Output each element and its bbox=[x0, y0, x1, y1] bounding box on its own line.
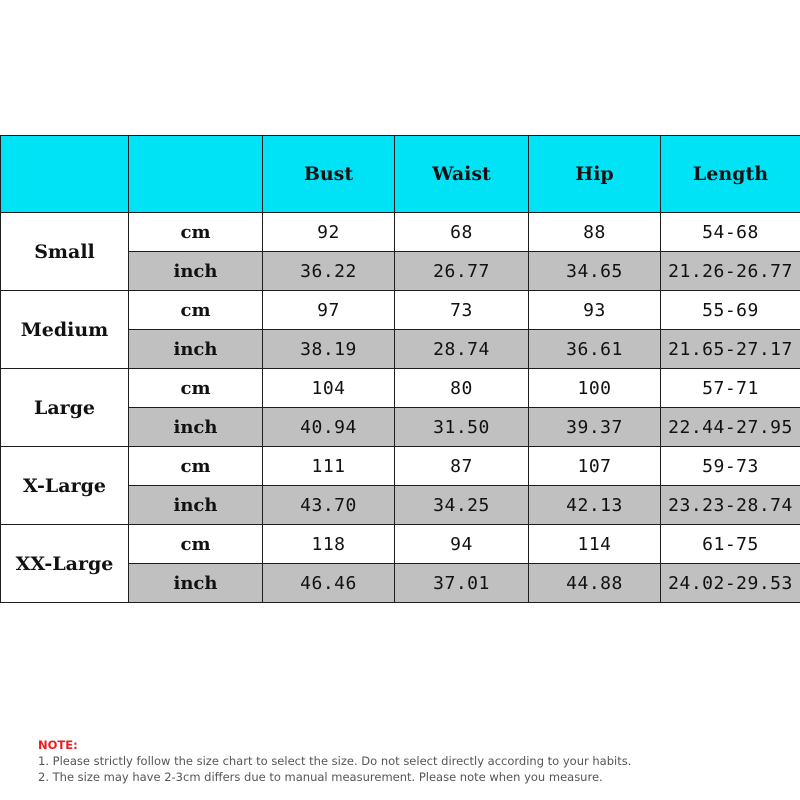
bust-inch: 43.70 bbox=[263, 486, 395, 525]
unit-cm: cm bbox=[129, 525, 263, 564]
note-line-2: 2. The size may have 2-3cm differs due to manual measurement. Please note when you measure. bbox=[38, 770, 603, 784]
header-length: Length bbox=[661, 136, 800, 213]
hip-inch: 44.88 bbox=[529, 564, 661, 603]
length-inch: 24.02-29.53 bbox=[661, 564, 800, 603]
length-cm: 57-71 bbox=[661, 369, 800, 408]
unit-cm: cm bbox=[129, 369, 263, 408]
waist-cm: 80 bbox=[395, 369, 529, 408]
waist-cm: 73 bbox=[395, 291, 529, 330]
table-row bbox=[1, 525, 800, 564]
table-row bbox=[1, 369, 800, 408]
unit-inch: inch bbox=[129, 252, 263, 291]
length-cm: 59-73 bbox=[661, 447, 800, 486]
hip-cm: 114 bbox=[529, 525, 661, 564]
unit-inch: inch bbox=[129, 408, 263, 447]
size-name-x-large: X-Large bbox=[1, 447, 129, 525]
length-cm: 55-69 bbox=[661, 291, 800, 330]
bust-inch: 36.22 bbox=[263, 252, 395, 291]
length-inch: 23.23-28.74 bbox=[661, 486, 800, 525]
size-chart-table bbox=[0, 135, 800, 603]
notes-section bbox=[38, 737, 631, 785]
size-name-small: Small bbox=[1, 213, 129, 291]
length-inch: 22.44-27.95 bbox=[661, 408, 800, 447]
bust-inch: 46.46 bbox=[263, 564, 395, 603]
note-title: NOTE: bbox=[38, 738, 78, 752]
hip-cm: 93 bbox=[529, 291, 661, 330]
header-bust: Bust bbox=[263, 136, 395, 213]
length-inch: 21.65-27.17 bbox=[661, 330, 800, 369]
bust-cm: 118 bbox=[263, 525, 395, 564]
hip-cm: 88 bbox=[529, 213, 661, 252]
waist-cm: 68 bbox=[395, 213, 529, 252]
waist-inch: 31.50 bbox=[395, 408, 529, 447]
size-name-xx-large: XX-Large bbox=[1, 525, 129, 603]
waist-cm: 94 bbox=[395, 525, 529, 564]
unit-cm: cm bbox=[129, 291, 263, 330]
hip-inch: 36.61 bbox=[529, 330, 661, 369]
bust-inch: 40.94 bbox=[263, 408, 395, 447]
unit-inch: inch bbox=[129, 330, 263, 369]
unit-cm: cm bbox=[129, 447, 263, 486]
header-hip: Hip bbox=[529, 136, 661, 213]
size-name-medium: Medium bbox=[1, 291, 129, 369]
waist-cm: 87 bbox=[395, 447, 529, 486]
note-line-1: 1. Please strictly follow the size chart to select the size. Do not select directly according to your habits. bbox=[38, 754, 632, 768]
bust-cm: 104 bbox=[263, 369, 395, 408]
waist-inch: 28.74 bbox=[395, 330, 529, 369]
waist-inch: 34.25 bbox=[395, 486, 529, 525]
hip-cm: 100 bbox=[529, 369, 661, 408]
unit-inch: inch bbox=[129, 486, 263, 525]
length-cm: 61-75 bbox=[661, 525, 800, 564]
length-cm: 54-68 bbox=[661, 213, 800, 252]
hip-inch: 39.37 bbox=[529, 408, 661, 447]
waist-inch: 37.01 bbox=[395, 564, 529, 603]
unit-inch: inch bbox=[129, 564, 263, 603]
table-header-row bbox=[1, 136, 800, 213]
table-row bbox=[1, 447, 800, 486]
length-inch: 21.26-26.77 bbox=[661, 252, 800, 291]
bust-cm: 111 bbox=[263, 447, 395, 486]
table-row bbox=[1, 291, 800, 330]
size-name-large: Large bbox=[1, 369, 129, 447]
waist-inch: 26.77 bbox=[395, 252, 529, 291]
header-unit-cell bbox=[129, 136, 263, 213]
bust-inch: 38.19 bbox=[263, 330, 395, 369]
hip-inch: 42.13 bbox=[529, 486, 661, 525]
table-row bbox=[1, 213, 800, 252]
hip-cm: 107 bbox=[529, 447, 661, 486]
bust-cm: 97 bbox=[263, 291, 395, 330]
header-corner-cell bbox=[1, 136, 129, 213]
bust-cm: 92 bbox=[263, 213, 395, 252]
header-waist: Waist bbox=[395, 136, 529, 213]
unit-cm: cm bbox=[129, 213, 263, 252]
hip-inch: 34.65 bbox=[529, 252, 661, 291]
